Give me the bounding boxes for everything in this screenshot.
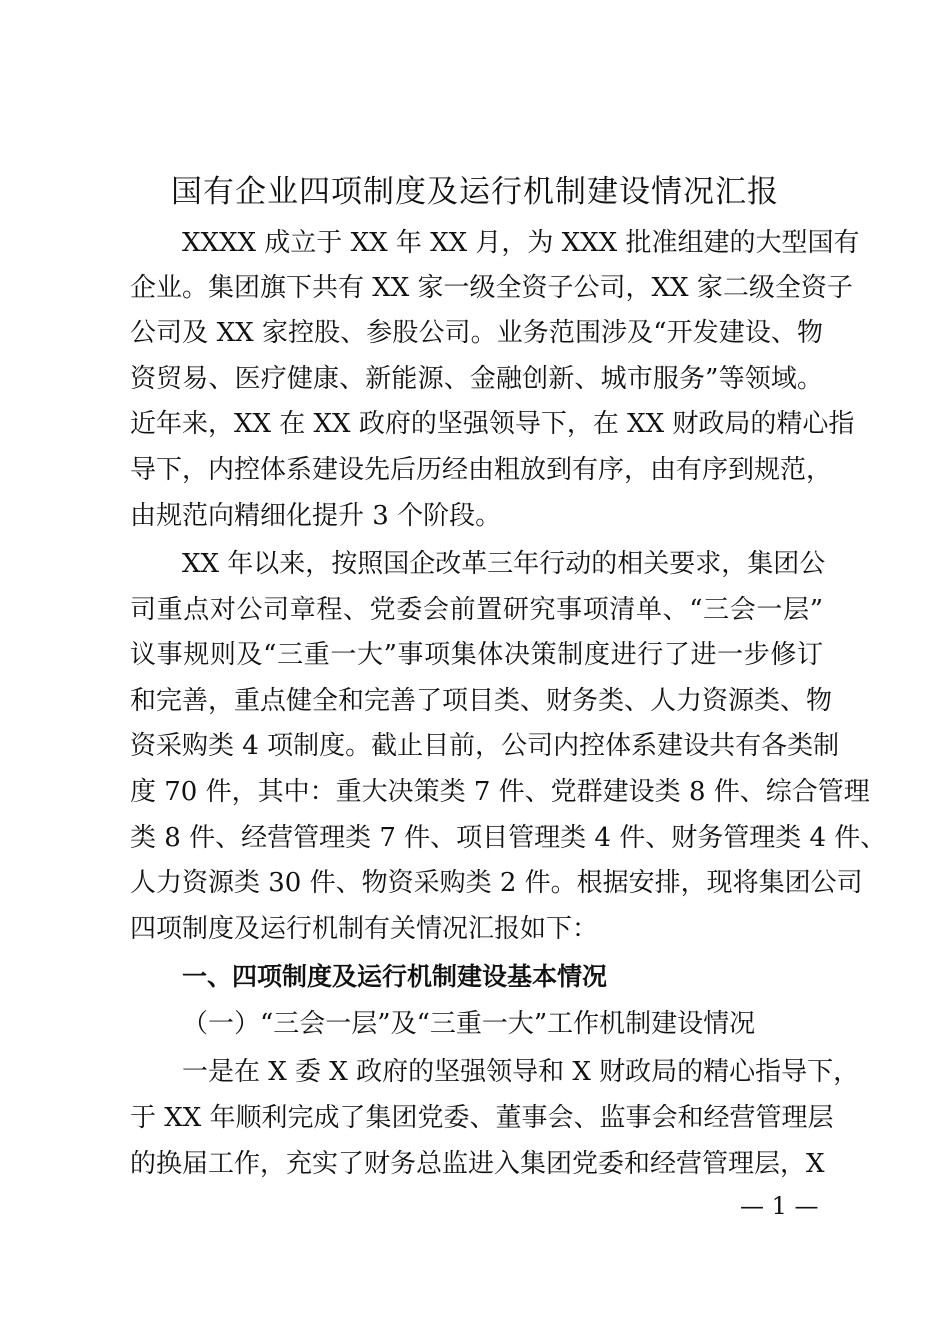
section-heading: 一、四项制度及运行机制建设基本情况 <box>182 962 608 991</box>
paragraph-1-line: 由规范向精细化提升 3 个阶段。 <box>130 501 502 531</box>
document-title: 国有企业四项制度及运行机制建设情况汇报 <box>171 174 779 210</box>
paragraph-2-line: 和完善，重点健全和完善了项目类、财务类、人力资源类、物 <box>130 686 833 716</box>
paragraph-1-line: 近年来，XX 在 XX 政府的坚强领导下，在 XX 财政局的精心指 <box>130 409 855 439</box>
subsection-heading: （一）“三会一层”及“三重一大”工作机制建设情况 <box>182 1009 756 1039</box>
paragraph-2-line: 四项制度及运行机制有关情况汇报如下： <box>130 914 599 944</box>
paragraph-1-line: 公司及 XX 家控股、参股公司。业务范围涉及“开发建设、物 <box>130 318 823 348</box>
paragraph-2-line: 类 8 件、经营管理类 7 件、项目管理类 4 件、财务管理类 4 件、 <box>130 823 887 853</box>
page-number: — 1 — <box>740 1192 819 1220</box>
paragraph-3-line: 于 XX 年顺利完成了集团党委、董事会、监事会和经营管理层 <box>130 1103 834 1133</box>
paragraph-2-line: 议事规则及“三重一大”事项集体决策制度进行了进一步修订 <box>130 640 823 670</box>
paragraph-3-line: 一是在 X 委 X 政府的坚强领导和 X 财政局的精心指导下， <box>182 1057 860 1087</box>
paragraph-1-line: 资贸易、医疗健康、新能源、金融创新、城市服务”等领域。 <box>130 364 823 394</box>
paragraph-2-line: 资采购类 4 项制度。截止目前，公司内控体系建设共有各类制 <box>130 731 840 761</box>
paragraph-2-line: 度 70 件，其中：重大决策类 7 件、党群建设类 8 件、综合管理 <box>130 777 870 807</box>
paragraph-1-line: XXXX 成立于 XX 年 XX 月，为 XXX 批准组建的大型国有 <box>182 228 860 258</box>
paragraph-1-line: 导下，内控体系建设先后历经由粗放到有序，由有序到规范， <box>130 455 833 485</box>
paragraph-2-line: 司重点对公司章程、党委会前置研究事项清单、“三会一层” <box>130 595 823 625</box>
paragraph-2-line: 人力资源类 30 件、物资采购类 2 件。根据安排，现将集团公司 <box>130 868 863 898</box>
paragraph-1-line: 企业。集团旗下共有 XX 家一级全资子公司，XX 家二级全资子 <box>130 273 853 303</box>
paragraph-3-line: 的换届工作，充实了财务总监进入集团党委和经营管理层，X <box>130 1149 825 1179</box>
paragraph-2-line: XX 年以来，按照国企改革三年行动的相关要求，集团公 <box>182 549 826 579</box>
